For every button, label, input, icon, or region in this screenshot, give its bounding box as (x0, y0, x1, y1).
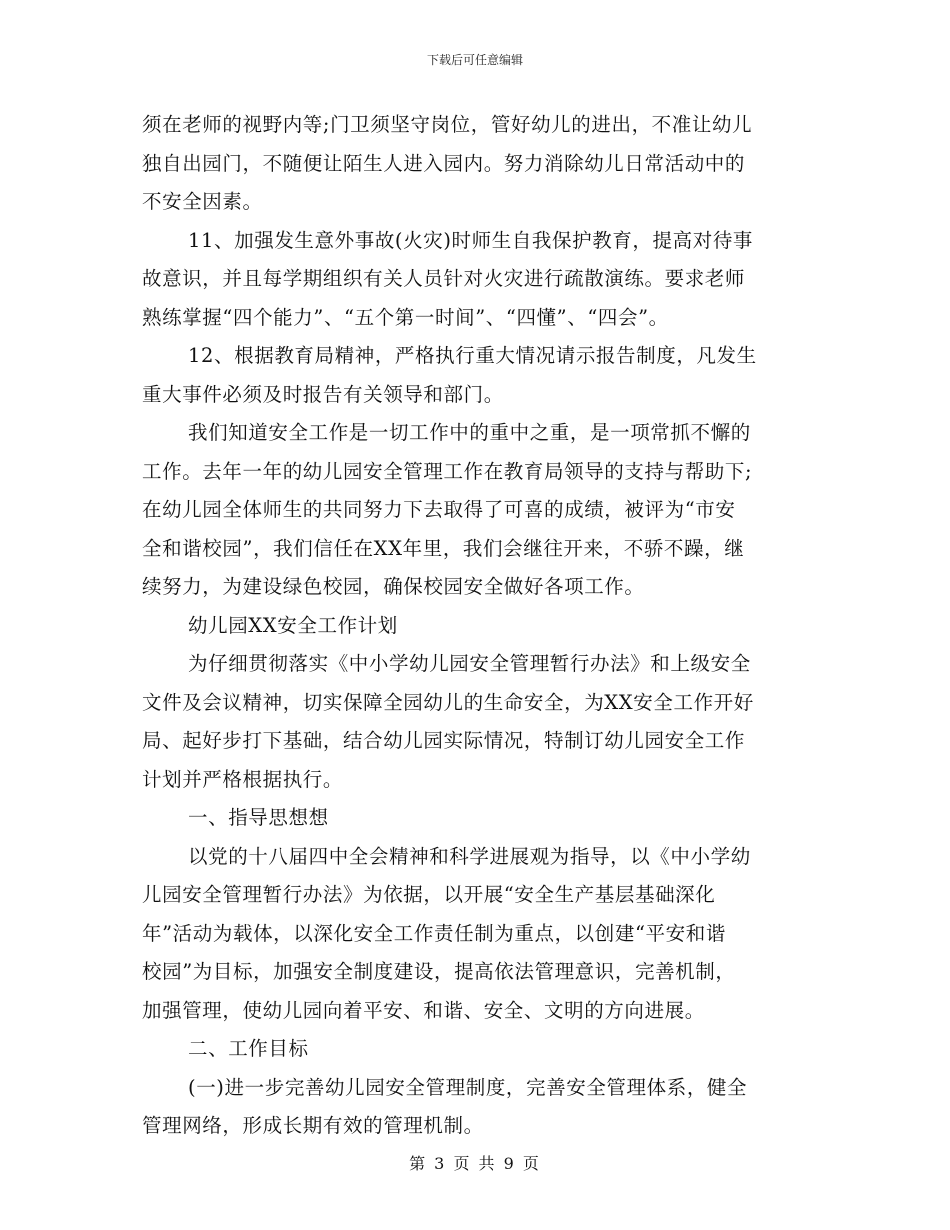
text-line: 工作。去年一年的幼儿园安全管理工作在教育局领导的支持与帮助下; (142, 459, 753, 483)
text-line: 以党的十八届四中全会精神和科学进展观为指导，以《中小学幼 (188, 844, 751, 868)
text-line: 年”活动为载体，以深化安全工作责任制为重点，以创建“平安和谐 (142, 921, 726, 945)
section-heading: 一、指导思想想 (188, 806, 329, 829)
page-footer: 第 3 页 共 9 页 (409, 1154, 541, 1173)
text-line: 计划并严格根据执行。 (142, 767, 344, 791)
text-line: 管理网络，形成长期有效的管理机制。 (142, 1114, 484, 1137)
document-body (142, 106, 812, 1146)
text-line: 独自出园门，不随便让陌生人进入园内。努力消除幼儿日常活动中的 (142, 151, 746, 175)
text-line: 重大事件必须及时报告有关领导和部门。 (142, 382, 504, 406)
page-header: 下载后可任意编辑 (426, 53, 523, 67)
text-line: (一)进一步完善幼儿园安全管理制度，完善安全管理体系，健全 (188, 1075, 748, 1099)
text-line: 儿园安全管理暂行办法》为依据，以开展“安全生产基层基础深化 (142, 883, 716, 906)
text-line: 我们知道安全工作是一切工作中的重中之重，是一项常抓不懈的 (188, 421, 751, 444)
section-title: 幼儿园XX安全工作计划 (188, 613, 398, 637)
text-line: 续努力，为建设绿色校园，确保校园安全做好各项工作。 (142, 575, 645, 598)
text-line: 熟练掌握“四个能力”、“五个第一时间”、“四懂”、“四会”。 (142, 305, 669, 329)
text-line: 故意识，并且每学期组织有关人员针对火灾进行疏散演练。要求老师 (142, 267, 746, 290)
text-line: 须在老师的视野内等;门卫须坚守岗位，管好幼儿的进出，不准让幼儿 (142, 113, 753, 136)
text-line: 11、加强发生意外事故(火灾)时师生自我保护教育，提高对待事 (188, 228, 754, 252)
section-heading: 二、工作目标 (188, 1037, 309, 1060)
text-line: 为仔细贯彻落实《中小学幼儿园安全管理暂行办法》和上级安全 (188, 652, 751, 675)
text-line: 文件及会议精神，切实保障全园幼儿的生命安全，为XX安全工作开好 (142, 690, 754, 714)
text-line: 在幼儿园全体师生的共同努力下去取得了可喜的成绩，被评为“市安 (142, 498, 736, 521)
text-line: 局、起好步打下基础，结合幼儿园实际情况，特制订幼儿园安全工作 (142, 729, 746, 752)
text-line: 校园”为目标，加强安全制度建设，提高依法管理意识，完善机制， (142, 960, 736, 983)
text-line: 不安全因素。 (142, 190, 263, 213)
text-line: 12、根据教育局精神，严格执行重大情况请示报告制度，凡发生 (188, 344, 757, 367)
text-line: 全和谐校园”，我们信任在XX年里，我们会继往开来，不骄不躁，继 (142, 536, 745, 560)
text-line: 加强管理，使幼儿园向着平安、和谐、安全、文明的方向进展。 (142, 998, 705, 1022)
